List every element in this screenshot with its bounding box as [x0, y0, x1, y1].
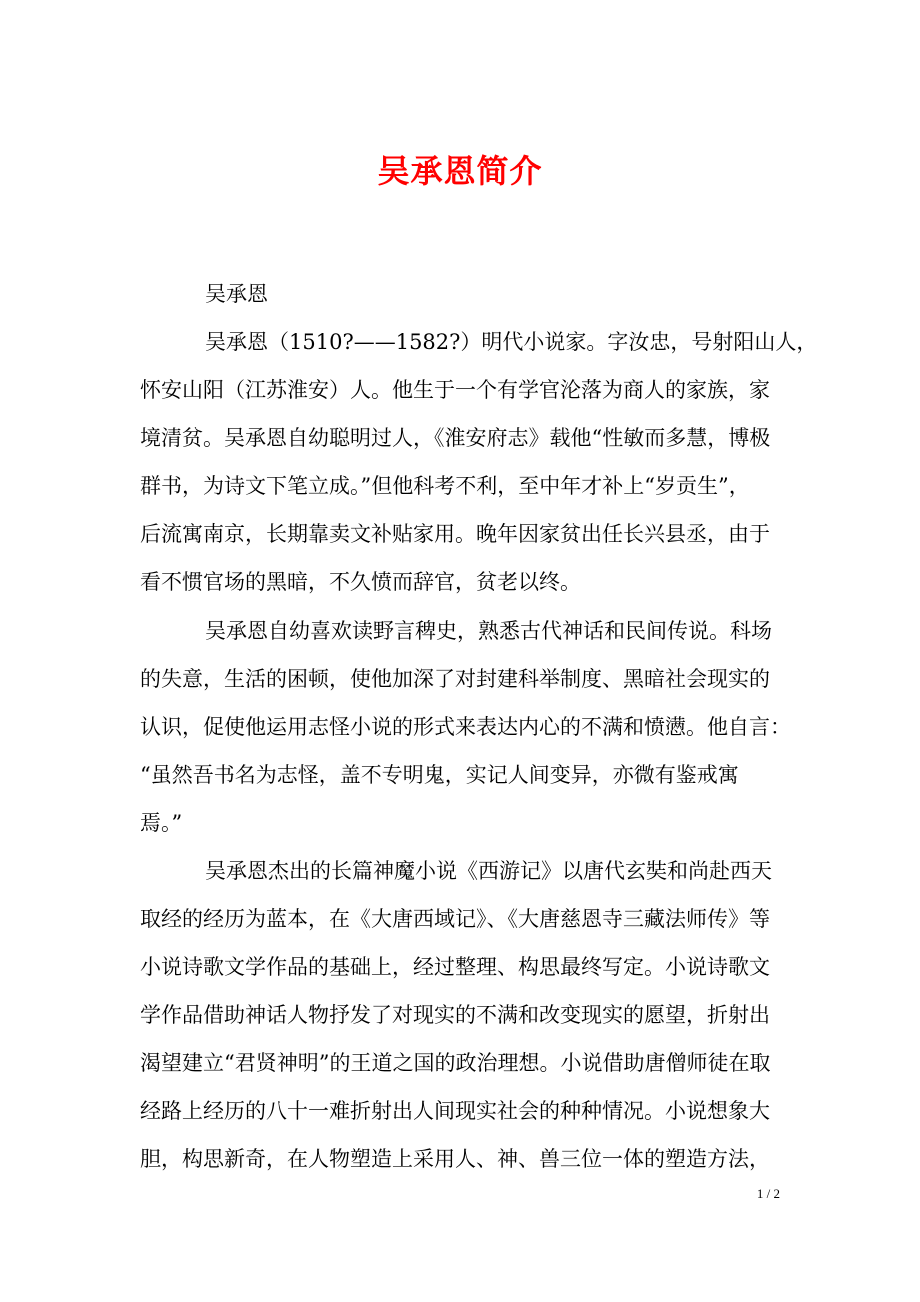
- text-line: 群书，为诗文下笔立成。”但他科考不利，至中年才补上“岁贡生”，: [140, 474, 750, 498]
- text-line: 渴望建立“君贤神明”的王道之国的政治理想。小说借助唐僧师徒在取: [140, 1051, 771, 1075]
- text-line: 境清贫。吴承恩自幼聪明过人，《淮安府志》载他“性敏而多慧，博极: [140, 426, 771, 450]
- text-line: “虽然吾书名为志怪，盖不专明鬼，实记人间变异，亦微有鉴戒寓: [140, 763, 739, 787]
- text-line: 取经的经历为蓝本，在《大唐西域记》、《大唐慈恩寺三藏法师传》等: [140, 907, 770, 931]
- text-line: 认识，促使他运用志怪小说的形式来表达内心的不满和愤懑。他自言：: [140, 715, 791, 739]
- text-line: 后流寓南京，长期靠卖文补贴家用。晚年因家贫出任长兴县丞，由于: [140, 522, 770, 546]
- text-line: 看不惯官场的黑暗，不久愤而辞官，贫老以终。: [140, 570, 581, 594]
- text-line: 经路上经历的八十一难折射出人间现实社会的种种情况。小说想象大: [140, 1099, 770, 1123]
- text-line: 吴承恩杰出的长篇神魔小说《西游记》以唐代玄奘和尚赴西天: [205, 859, 772, 883]
- page-number: 1 / 2: [756, 1186, 780, 1201]
- text-line: 怀安山阳（江苏淮安）人。他生于一个有学官沦落为商人的家族，家: [140, 378, 770, 402]
- text-line: 吴承恩（1510?——1582?）明代小说家。字汝忠，号射阳山人，: [205, 330, 818, 354]
- text-line: 小说诗歌文学作品的基础上，经过整理、构思最终写定。小说诗歌文: [140, 955, 770, 979]
- document-title: 吴承恩简介: [377, 152, 543, 190]
- text-line: 胆，构思新奇，在人物塑造上采用人、神、兽三位一体的塑造方法，: [140, 1147, 770, 1171]
- text-line: 吴承恩: [205, 282, 268, 306]
- text-line: 的失意，生活的困顿，使他加深了对封建科举制度、黑暗社会现实的: [140, 667, 770, 691]
- text-line: 学作品借助神话人物抒发了对现实的不满和改变现实的愿望，折射出: [140, 1003, 770, 1027]
- text-line: 吴承恩自幼喜欢读野言稗史，熟悉古代神话和民间传说。科场: [205, 619, 772, 643]
- text-line: 焉。”: [140, 811, 183, 835]
